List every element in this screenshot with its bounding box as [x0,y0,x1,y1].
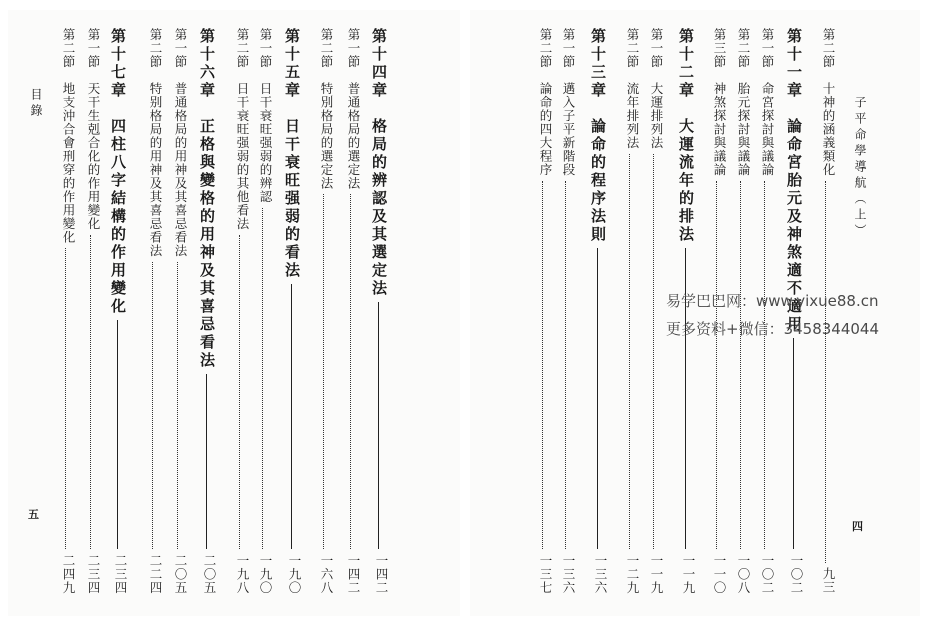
page-number: 一三六 [593,553,608,594]
chapter-title: 第十四章 格局的辨認及其選定法 [370,28,388,298]
page-number: 二〇五 [202,553,217,594]
toc-entry-chapter [675,28,697,594]
section-title: 第二節 地支沖合會刑穿的作用變化 [61,28,76,244]
leader-dots [565,181,566,549]
toc-entry-chapter [368,28,390,594]
page-number: 一一九 [649,553,664,594]
toc-entry-section [142,28,164,594]
leader-dots [90,235,91,549]
toc-entry-section [643,28,665,594]
toc-entry-section [340,28,362,594]
page-number: 一〇二 [760,553,775,594]
section-title: 第二節 十神的涵義類化 [821,28,836,177]
leader-dots [629,154,630,549]
leader-dots [653,154,654,549]
chapter-title: 第十三章 論命的程序法則 [589,28,607,244]
toc-entry-section [229,28,251,594]
page-number: 一〇二 [789,553,804,594]
page-number: 二四九 [61,553,76,594]
page-number: 二〇五 [173,553,188,594]
section-title: 第一節 普通格局的用神及其喜忌看法 [173,28,188,258]
section-title: 第一節 天干生剋合化的作用變化 [86,28,101,231]
toc-entry-chapter [281,28,303,594]
section-title: 第二節 流年排列法 [625,28,640,150]
leader-dots [764,181,765,549]
leader-dots [323,194,324,549]
section-title: 第一節 大運排列法 [649,28,664,150]
section-title: 第一節 日干衰旺强弱的辨認 [258,28,273,204]
folio-left: 五 [28,508,39,521]
toc-entry-chapter [107,28,129,594]
leader-line [793,338,794,549]
book-gutter [460,0,470,626]
page-number: 一四二 [374,553,389,594]
leader-dots [65,248,66,549]
toc-entry-section [555,28,577,594]
leader-dots [716,181,717,549]
page-number: 一九〇 [287,553,302,594]
toc-entry-chapter [783,28,805,594]
leader-dots [262,208,263,549]
running-head-left: 目錄 [29,88,43,120]
page-number: 一六八 [319,553,334,594]
toc-entry-section [815,28,837,594]
section-title: 第一節 命宮探討與議論 [760,28,775,177]
page-number: 一三六 [561,553,576,594]
page-number: 一一九 [681,553,696,594]
page-number: 二三四 [86,553,101,594]
leader-dots [177,262,178,549]
page-number: 九三 [821,567,836,594]
page-number: 一九〇 [258,553,273,594]
watermark-line-2: 更多资料+微信：3458344044 [666,320,880,338]
section-title: 第一節 普通格局的選定法 [346,28,361,190]
page-number: 一四二 [346,553,361,594]
toc-entry-section [167,28,189,594]
toc-entry-chapter [196,28,218,594]
chapter-title: 第十一章 論命宮胎元及神煞適不適用 [785,28,803,334]
leader-line [597,248,598,549]
toc-entry-section [730,28,752,594]
leader-dots [542,181,543,549]
folio-right: 四 [852,520,863,533]
toc-entry-section [706,28,728,594]
toc-entry-section [80,28,102,594]
section-title: 第二節 特别格局的用神及其喜忌看法 [148,28,163,258]
leader-dots [825,181,826,563]
watermark-line-1: 易学巴巴网：www.yixue88.cn [666,292,879,310]
page-number: 一一〇 [712,553,727,594]
section-title: 第二節 日干衰旺强弱的其他看法 [235,28,250,231]
section-title: 第一節 邁入子平新階段 [561,28,576,177]
leader-line [291,284,292,549]
page-number: 一九八 [235,553,250,594]
leader-dots [239,235,240,549]
leader-dots [350,194,351,549]
leader-dots [152,262,153,549]
leader-line [206,374,207,549]
section-title: 第二節 胎元探討與議論 [736,28,751,177]
toc-entry-chapter [587,28,609,594]
toc-entry-section [252,28,274,594]
toc-entry-section [313,28,335,594]
page-number: 二二四 [148,553,163,594]
leader-line [378,302,379,549]
chapter-title: 第十六章 正格與變格的用神及其喜忌看法 [198,28,216,370]
toc-entry-section [532,28,554,594]
leader-line [117,320,118,549]
section-title: 第二節 論命的四大程序 [538,28,553,177]
toc-entry-section [754,28,776,594]
toc-entry-section [55,28,77,594]
running-head-right: 子平命學導航（上） [853,96,867,240]
section-title: 第三節 神煞探討與議論 [712,28,727,177]
page-number: 一〇八 [736,553,751,594]
leader-dots [740,181,741,549]
toc-entry-section [619,28,641,594]
page-number: 二三四 [113,553,128,594]
section-title: 第二節 特別格局的選定法 [319,28,334,190]
page-number: 一三七 [538,553,553,594]
page-number: 一二九 [625,553,640,594]
chapter-title: 第十七章 四柱八字結構的作用變化 [109,28,127,316]
chapter-title: 第十五章 日干衰旺强弱的看法 [283,28,301,280]
chapter-title: 第十二章 大運流年的排法 [677,28,695,244]
